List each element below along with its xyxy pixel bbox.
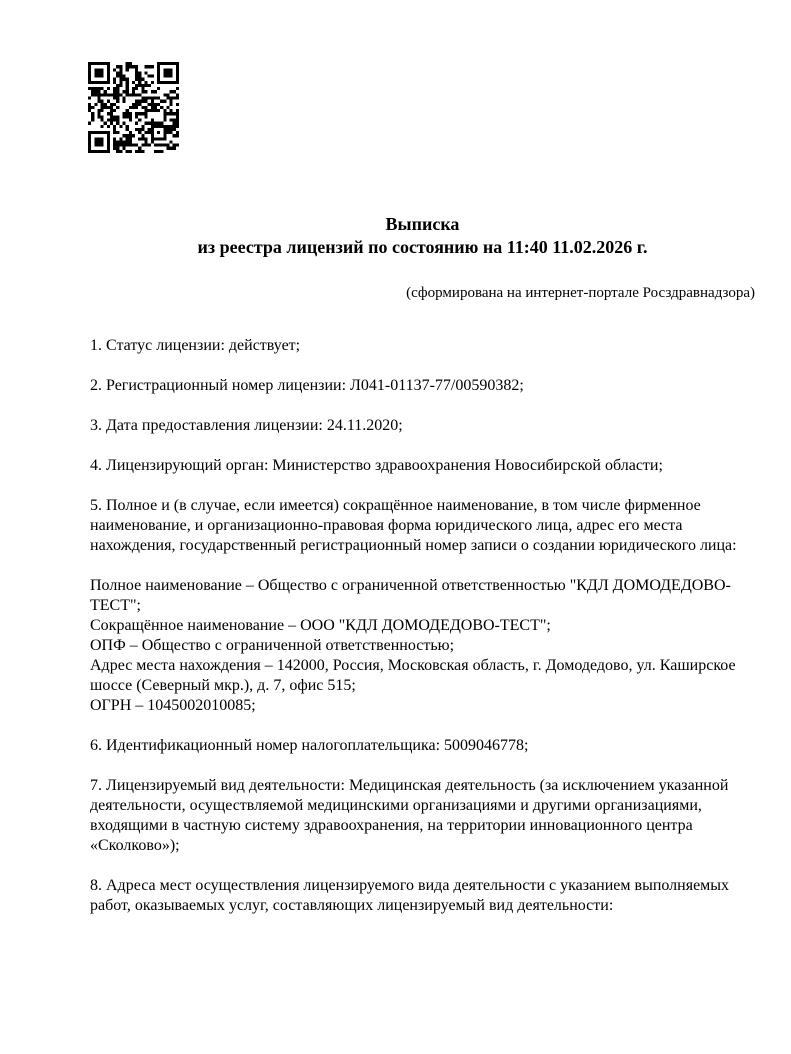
page-title — [90, 213, 755, 259]
document-body — [90, 336, 755, 916]
paragraph-license-status: 1. Статус лицензии: действует; — [90, 337, 301, 354]
paragraph-registration-number: 2. Регистрационный номер лицензии: Л041-01137-77/00590382; — [90, 377, 524, 394]
org-full-name: Полное наименование – Общество с ограниченной ответственностью "КДЛ ДОМОДЕДОВО-ТЕСТ"; — [90, 577, 731, 614]
qr-code-image — [88, 62, 179, 153]
org-address: Адрес места нахождения – 142000, Россия, Московская область, г. Домодедово, ул. Каширское шоссе (Северный мкр.), д. 7, офис 515; — [90, 657, 736, 694]
subtitle: (сформирована на интернет-портале Росздравнадзора) — [406, 285, 755, 301]
paragraph-inn: 6. Идентификационный номер налогоплательщика: 5009046778; — [90, 737, 529, 754]
paragraph-org-intro: 5. Полное и (в случае, если имеется) сокращённое наименование, в том числе фирменное наименование, и организационно-правовая форма юридического лица, адрес его места нахождения, государственный регистрационный номер записи о создании юридического лица: — [90, 497, 737, 554]
paragraph-licensed-activity: 7. Лицензируемый вид деятельности: Медицинская деятельность (за исключением указанной деятельности, осуществляемой медицинскими организациями и другими организациями, входящими в частную систему здравоохранения, на территории инновационного центра «Сколково»); — [90, 777, 729, 854]
paragraph-addresses-intro: 8. Адреса мест осуществления лицензируемого вида деятельности с указанием выполняемых работ, оказываемых услуг, составляющих лицензируемый вид деятельности: — [90, 877, 730, 914]
org-ogrn: ОГРН – 1045002010085; — [90, 697, 256, 714]
paragraph-grant-date: 3. Дата предоставления лицензии: 24.11.2020; — [90, 417, 403, 434]
org-short-name: Сокращённое наименование – ООО "КДЛ ДОМОДЕДОВО-ТЕСТ"; — [90, 617, 551, 634]
org-legal-form: ОПФ – Общество с ограниченной ответственностью; — [90, 637, 455, 654]
title-line-2: из реестра лицензий по состоянию на 11:40 11.02.2026 г. — [197, 237, 648, 257]
qr-code-icon — [88, 62, 179, 153]
paragraph-licensing-authority: 4. Лицензирующий орган: Министерство здравоохранения Новосибирской области; — [90, 457, 663, 474]
title-line-1: Выписка — [385, 214, 460, 234]
organization-details — [90, 576, 755, 716]
